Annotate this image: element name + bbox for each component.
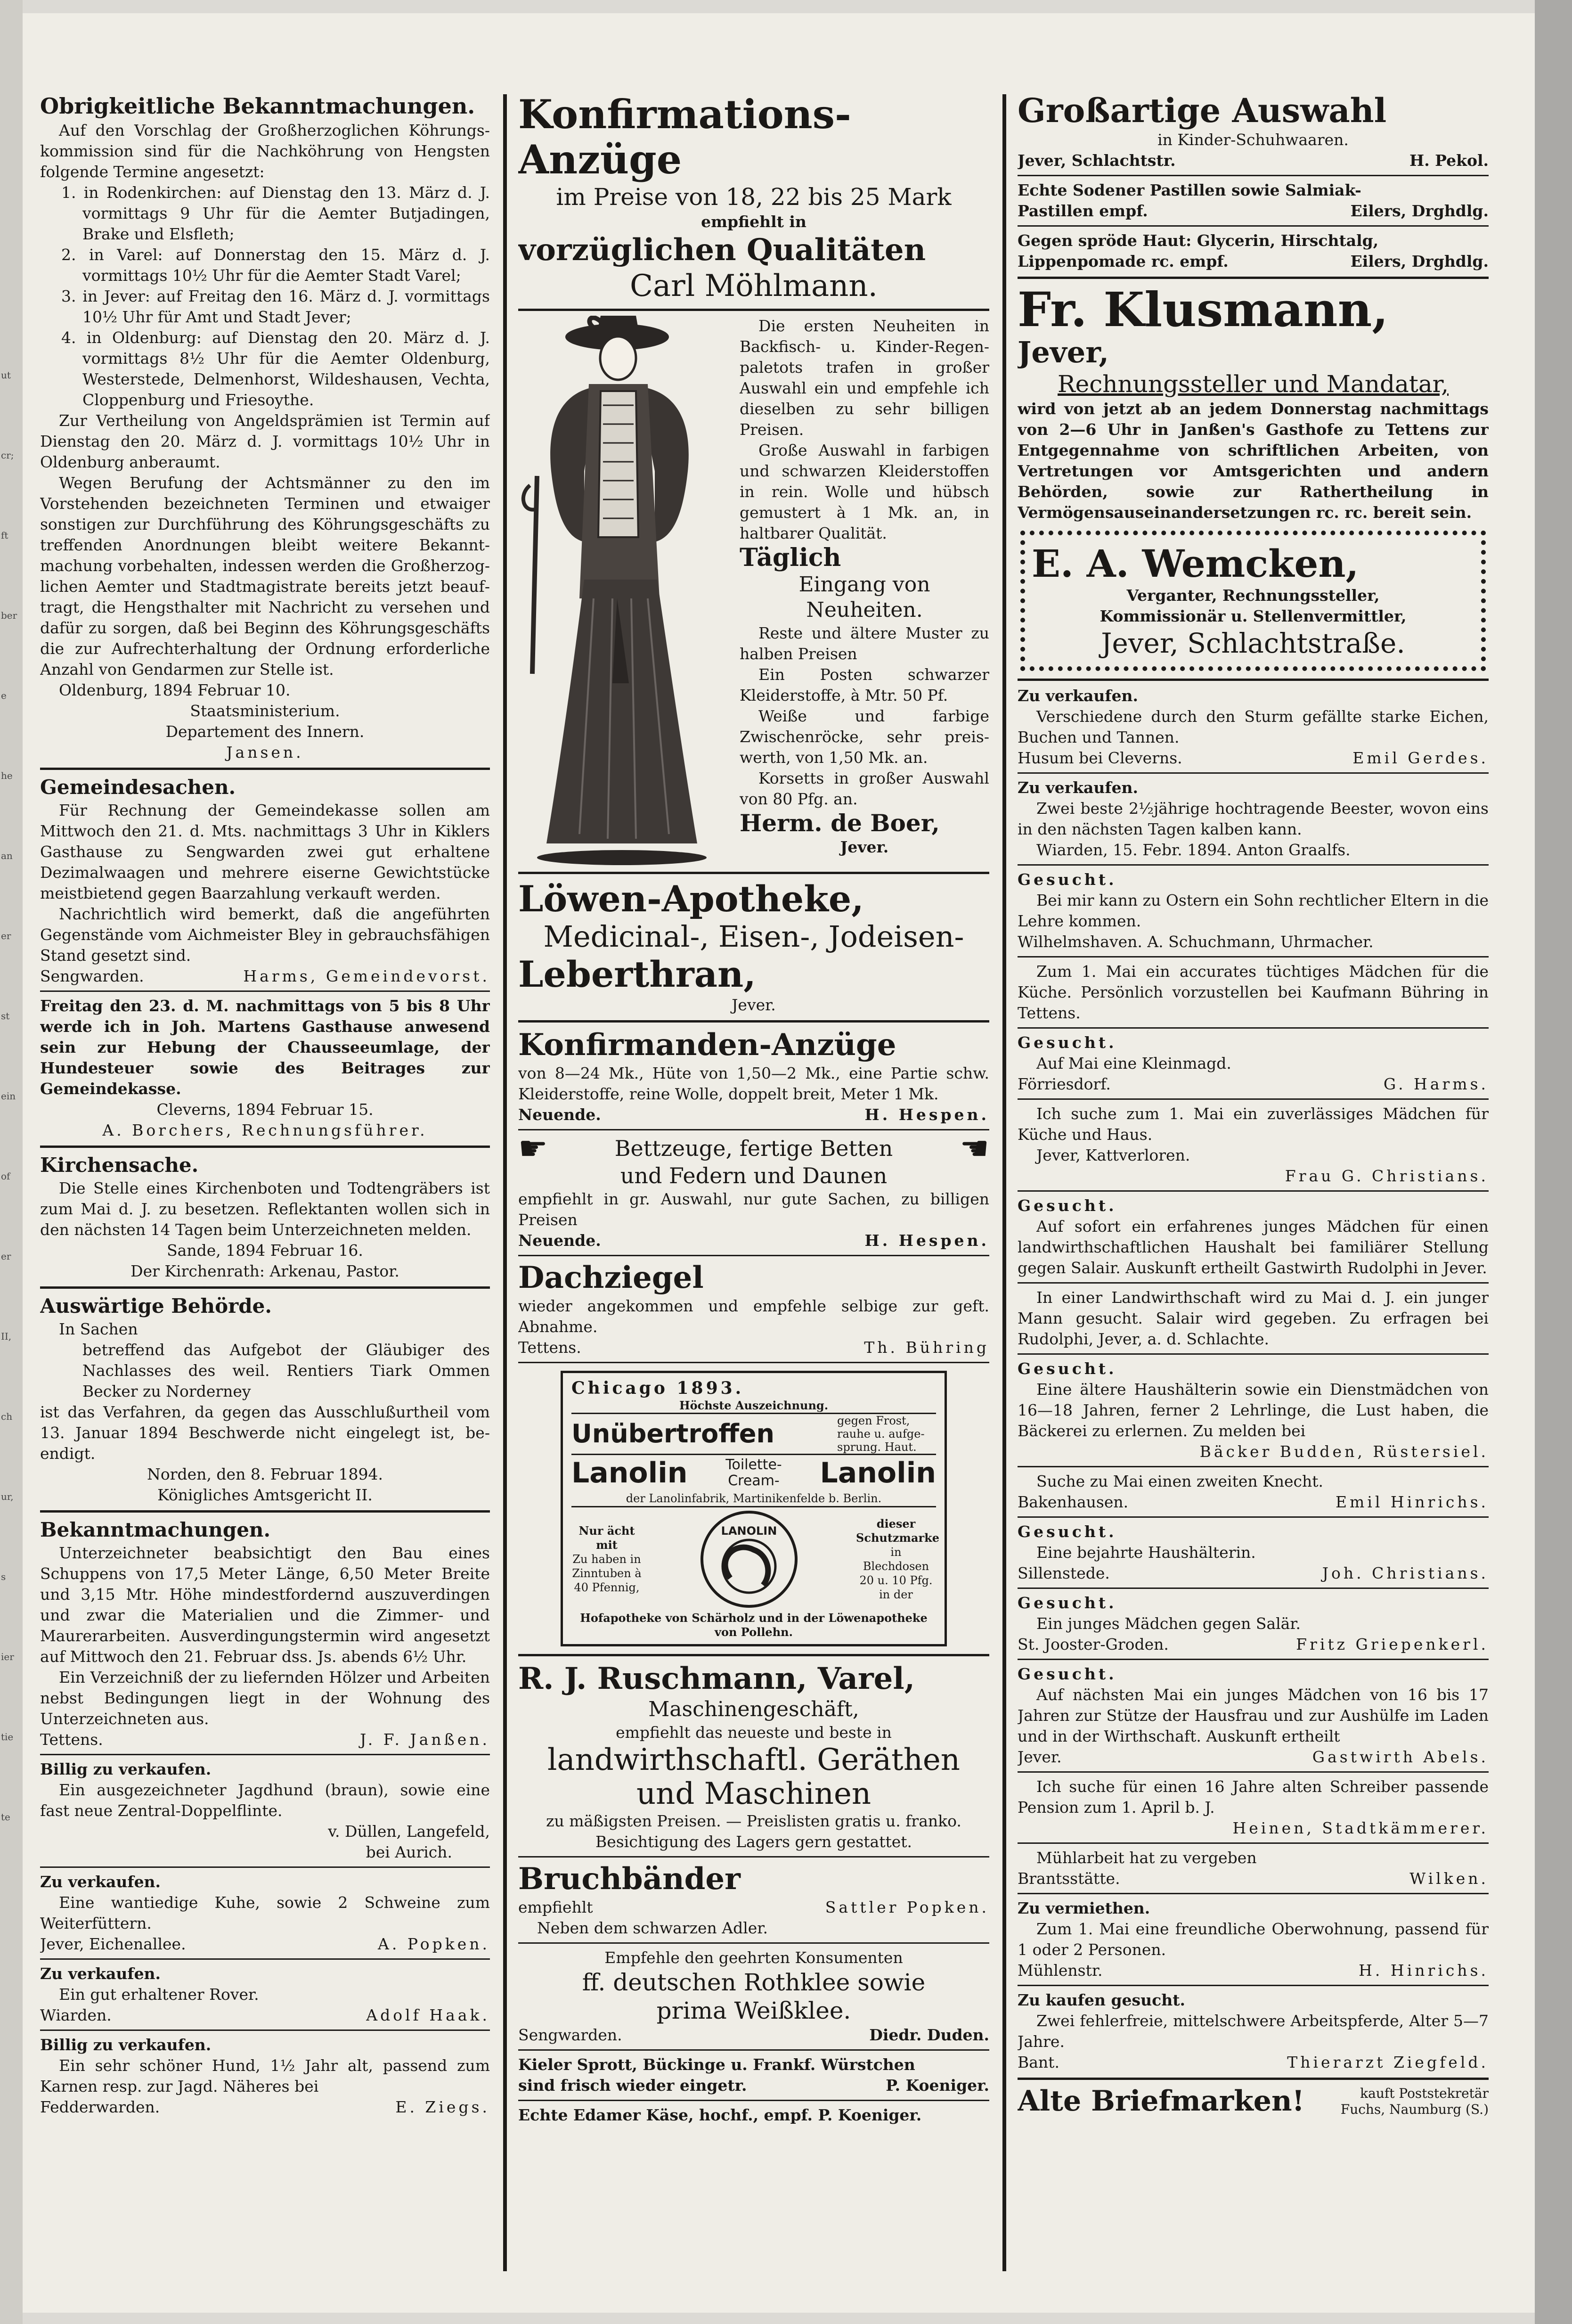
adjacent-page-fragment: he bbox=[1, 770, 13, 781]
ges4-place: Jever, Kattverloren. bbox=[1036, 1146, 1190, 1164]
bruch-title: Bruchbänder bbox=[518, 1861, 741, 1897]
lanolin-trademark-text: LANOLIN bbox=[721, 1524, 777, 1538]
signature-place: Husum bei Cleverns. bbox=[1018, 749, 1182, 767]
rusch-title: R. J. Ruschmann, Varel, bbox=[518, 1661, 915, 1696]
konf-offer: empfiehlt in bbox=[701, 213, 806, 231]
verk2-signature bbox=[40, 2005, 490, 2026]
signature-place: Mühlenstr. bbox=[1018, 1961, 1103, 1980]
boer-daily: Täglich bbox=[740, 543, 841, 572]
section-rule bbox=[40, 1286, 490, 1289]
signature-name: J. F. Janßen. bbox=[360, 1730, 490, 1749]
konfirm-title: Konfirmanden-Anzüge bbox=[518, 1027, 896, 1063]
auswaert-paragraph: In Sachen bbox=[59, 1320, 138, 1338]
ges9-signature bbox=[1018, 1563, 1489, 1584]
auswaert-date: Norden, den 8. Februar 1894. bbox=[147, 1465, 383, 1483]
lanolin-line: Lanolin bbox=[820, 1457, 936, 1489]
dach-signature bbox=[518, 1337, 989, 1358]
soden-signature bbox=[1018, 201, 1489, 221]
section-rule bbox=[1018, 1466, 1489, 1467]
adjacent-page-fragment: er bbox=[1, 930, 11, 941]
ges3-signature bbox=[1018, 1074, 1489, 1095]
ges4-paragraph: Ich suche zum 1. Mai ein zuverlässiges Mädchen für Küche und Haus. bbox=[1018, 1105, 1489, 1144]
klee-line: prima Weißklee. bbox=[656, 1997, 851, 2024]
ges12-signature: Heinen, Stadtkämmerer. bbox=[1232, 1819, 1489, 1837]
ges3-paragraph: Auf Mai eine Kleinmagd. bbox=[1036, 1054, 1231, 1072]
signature-place: Jever, Schlachtstr. bbox=[1018, 151, 1176, 170]
signature-name: Eilers, Drghdlg. bbox=[1350, 252, 1489, 270]
signature-name: H. Hespen. bbox=[864, 1231, 989, 1250]
signature-name: Th. Bühring bbox=[864, 1338, 989, 1357]
pointing-hand-left-icon: ☚ bbox=[960, 1129, 989, 1168]
wem-line: Kommissionär u. Stellenvermittler, bbox=[1100, 607, 1407, 625]
section-rule bbox=[1018, 1353, 1489, 1355]
column-2 bbox=[518, 92, 989, 2297]
section-rule bbox=[518, 1020, 989, 1023]
signature-name: A. Popken. bbox=[378, 1935, 490, 1953]
muehl-paragraph: Mühlarbeit hat zu vergeben bbox=[1036, 1849, 1257, 1867]
section-rule bbox=[40, 1958, 490, 1960]
signature-name: Fritz Griepenkerl. bbox=[1296, 1635, 1489, 1653]
lanolin-row bbox=[571, 1507, 940, 1611]
billig1-title: Billig zu verkaufen. bbox=[40, 1760, 212, 1778]
ges2-paragraph: Zum 1. Mai ein accurates tüchtiges Mädchen für die Küche. Persönlich vorzustellen bei Kaufmann Bühring in Tettens. bbox=[1018, 962, 1489, 1022]
brief-line: Fuchs, Naumburg (S.) bbox=[1340, 2102, 1489, 2117]
verk3-title: Zu verkaufen. bbox=[1018, 687, 1139, 705]
signature-name: H. Pekol. bbox=[1409, 151, 1489, 170]
obrig-paragraph: Zur Vertheilung von Angeldsprämien ist Termin auf Dienstag den 20. März d. J. vormittags 10½ Uhr in Oldenburg anberaumt. bbox=[40, 411, 490, 471]
signature-name: Emil Gerdes. bbox=[1352, 749, 1489, 767]
bekannt-signature bbox=[40, 1729, 490, 1750]
section-rule bbox=[1018, 1588, 1489, 1589]
signature-name: Thierarzt Ziegfeld. bbox=[1287, 2053, 1489, 2071]
obrig-item: 4. in Oldenburg: auf Dienstag den 20. März d. J. vormittags 8½ Uhr für die Aemter Oldenburg, Westerstede, Delmenhorst, Wildeshausen, Vechta, Cloppenburg und Friesoythe. bbox=[61, 328, 490, 409]
signature-place: Sengwarden. bbox=[40, 967, 144, 985]
glyc-line: Lippenpomade rc. empf. bbox=[1018, 252, 1229, 270]
ges8-signature bbox=[1018, 1492, 1489, 1513]
signature-name: Emil Hinrichs. bbox=[1335, 1493, 1489, 1511]
auswaert-paragraph: betreffend das Aufgebot der Gläubiger des Nachlasses des weil. Rentiers Tiark Ommen Becker zu Norderney bbox=[82, 1341, 490, 1400]
page-edge-shadow bbox=[1535, 0, 1572, 2324]
adjacent-page-fragment: ut bbox=[1, 369, 11, 381]
adjacent-page-fragment: s bbox=[1, 1571, 6, 1582]
gemeinde-date: Cleverns, 1894 Februar 15. bbox=[156, 1100, 374, 1119]
klus-title: Fr. Klusmann, bbox=[1018, 282, 1389, 337]
lanolin-line: Hofapotheke von Schärholz und in der Löwenapotheke von Pollehn. bbox=[580, 1611, 928, 1639]
adjacent-page-strip bbox=[0, 0, 23, 2324]
ges7-title: Gesucht. bbox=[1018, 1359, 1117, 1378]
kauf-paragraph: Zwei fehlerfreie, mittelschwere Arbeitspferde, Alter 5—7 Jahre. bbox=[1018, 2012, 1489, 2051]
wem-line: Verganter, Rechnungssteller, bbox=[1126, 586, 1380, 605]
signature-name: P. Koeniger. bbox=[886, 2076, 989, 2095]
verk3-signature bbox=[1018, 748, 1489, 769]
bett-paragraph: empfiehlt in gr. Auswahl, nur gute Sachen, zu billigen Preisen bbox=[518, 1190, 989, 1229]
ges8-paragraph: Suche zu Mai einen zweiten Knecht. bbox=[1036, 1472, 1324, 1490]
auswaert-signature: Königliches Amtsgericht II. bbox=[157, 1486, 373, 1504]
gross-title: Großartige Auswahl bbox=[1018, 92, 1387, 130]
wem-ad bbox=[1020, 531, 1486, 671]
lanolin-headline: Unübertroffen bbox=[571, 1419, 774, 1448]
verk1-paragraph: Eine wantiedige Kuhe, sowie 2 Schweine zum Weiterfüttern. bbox=[40, 1893, 490, 1932]
ges7-paragraph: Eine ältere Haushälterin sowie ein Dienstmädchen von 16—18 Jahren, ferner 2 Lehrlinge, die Lust haben, die Bäckerei zu erlernen. Zu melden bei bbox=[1018, 1380, 1489, 1440]
lanolin-line: Zu haben in Zinntuben à 40 Pfennig, bbox=[572, 1553, 642, 1594]
signature-name: Sattler Popken. bbox=[825, 1898, 989, 1916]
obrig-paragraph: Wegen Berufung der Achtsmänner zu den im Vorstehenden bezeichneten Terminen und etwaiger sonstigen zur Durchführung des Köhrungsgeschäfts zu treffenden Anordnungen bleibt weitere Bekanntmachung vorbehalten, indessen werden die Großherzoglichen Aemter und Stadtmagistrate bereits jetzt beauftragt, die Hengsthalter mit Nachricht zu versehen und dafür zu sorgen, daß bei Beginn des Köhrungsgeschäfts die zur Aufrechterhaltung der Ordnung erforderliche Anzahl von Gendarmen zur Stelle ist. bbox=[40, 474, 490, 679]
billig2-signature bbox=[40, 2097, 490, 2118]
gemeinde-signature bbox=[40, 966, 490, 987]
adjacent-page-fragment: II, bbox=[1, 1331, 12, 1342]
section-rule bbox=[518, 1129, 989, 1130]
verk1-signature bbox=[40, 1934, 490, 1955]
loewen-title: Löwen-Apotheke, bbox=[518, 878, 864, 920]
wem-line: Jever, Schlachtstraße. bbox=[1101, 627, 1405, 659]
loewen-line: Medicinal-, Eisen-, Jodeisen- bbox=[543, 919, 964, 954]
ges1-title: Gesucht. bbox=[1018, 870, 1117, 889]
ges11-signature bbox=[1018, 1747, 1489, 1768]
section-rule bbox=[1018, 956, 1489, 957]
signature-name: H. Hinrichs. bbox=[1359, 1961, 1489, 1980]
signature-name: Wilken. bbox=[1409, 1869, 1489, 1888]
obrig-signature: Jansen. bbox=[226, 743, 304, 761]
loewen-product: Leberthran, bbox=[518, 953, 756, 995]
koen-line: Echte Edamer Käse, hochf., empf. P. Koeniger. bbox=[518, 2106, 922, 2124]
obrig-list bbox=[40, 182, 490, 410]
signature-place: Jever, Eichenallee. bbox=[40, 1935, 186, 1953]
verk1-title: Zu verkaufen. bbox=[40, 1873, 161, 1891]
section-rule bbox=[40, 1510, 490, 1513]
lanolin-line: dieser Schutzmarke bbox=[856, 1517, 940, 1545]
billig2-title: Billig zu verkaufen. bbox=[40, 2036, 212, 2054]
section-rule bbox=[1018, 772, 1489, 774]
section-rule bbox=[518, 1255, 989, 1256]
pointing-hand-right-icon: ☛ bbox=[518, 1129, 548, 1168]
klee-signature bbox=[518, 2025, 989, 2046]
brief-ad bbox=[1018, 2085, 1489, 2118]
dach-paragraph: wieder angekommen und empfehle selbige zur geft. Abnahme. bbox=[518, 1297, 989, 1336]
section-rule bbox=[1018, 2078, 1489, 2080]
gemeinde-paragraph: Nachrichtlich wird bemerkt, daß die angeführten Gegenstände vom Aichmeister Bley in gebrauchsfähigen Stand gesetzt sind. bbox=[40, 905, 490, 965]
lanolin-line: gegen Frost, rauhe u. aufgesprung. Haut. bbox=[837, 1414, 925, 1454]
signature-place: Tettens. bbox=[518, 1338, 581, 1357]
boer-paragraph: Korsetts in großer Auswahl von 80 Pfg. an. bbox=[740, 769, 989, 808]
column-rule-1 bbox=[503, 94, 507, 2271]
kirchen-paragraph: Die Stelle eines Kirchenboten und Todtengräbers ist zum Mai d. J. zu besetzen. Reflektanten wollen sich in den nächsten 14 Tagen beim Unterzeichneten melden. bbox=[40, 1179, 490, 1239]
signature-place: Fedderwarden. bbox=[40, 2098, 160, 2116]
signature-place: Bant. bbox=[1018, 2053, 1059, 2071]
bekannt-title: Bekanntmachungen. bbox=[40, 1518, 271, 1541]
ges9-paragraph: Eine bejahrte Haushälterin. bbox=[1036, 1543, 1256, 1562]
section-rule bbox=[1018, 1985, 1489, 1986]
section-rule bbox=[518, 1856, 989, 1858]
rusch-line: Besichtigung des Lagers gern gestattet. bbox=[595, 1833, 912, 1851]
signature-place: Bakenhausen. bbox=[1018, 1493, 1129, 1511]
signature-name: Diedr. Duden. bbox=[869, 2026, 989, 2044]
billig2-paragraph: Ein sehr schöner Hund, 1½ Jahr alt, passend zum Karnen resp. zur Jagd. Näheres bei bbox=[40, 2056, 490, 2095]
billig1-signature: v. Düllen, Langefeld, bbox=[328, 1822, 490, 1841]
adjacent-page-fragment: er bbox=[1, 1251, 11, 1262]
adjacent-page-fragment: ft bbox=[1, 530, 8, 541]
konfirm-paragraph: von 8—24 Mk., Hüte von 1,50—2 Mk., eine Partie schw. Kleiderstoffe, reine Wolle, doppelt breit, Meter 1 Mk. bbox=[518, 1064, 989, 1103]
adjacent-page-fragment: st bbox=[1, 1010, 10, 1022]
auswaert-title: Auswärtige Behörde. bbox=[40, 1294, 272, 1317]
adjacent-page-fragment: tie bbox=[1, 1731, 14, 1743]
dach-title: Dachziegel bbox=[518, 1260, 704, 1295]
ges7-signature: Bäcker Budden, Rüstersiel. bbox=[1199, 1442, 1489, 1461]
obrig-item: 2. in Varel: auf Donnerstag den 15. März d. J. vormittags 10½ Uhr für die Aemter Stadt Varel; bbox=[61, 245, 490, 285]
lanolin-line: Chicago 1893. bbox=[571, 1378, 744, 1398]
soden-line: Pastillen empf. bbox=[1018, 202, 1148, 220]
column-3 bbox=[1018, 92, 1489, 2297]
signature-name: G. Harms. bbox=[1383, 1075, 1489, 1093]
ges10-signature bbox=[1018, 1634, 1489, 1655]
adjacent-page-fragment: e bbox=[1, 690, 7, 701]
adjacent-page-fragment: of bbox=[1, 1170, 10, 1182]
ges12-paragraph: Ich suche für einen 16 Jahre alten Schreiber passende Pension zum 1. April b. J. bbox=[1018, 1777, 1489, 1817]
column-1 bbox=[40, 92, 490, 2297]
lanolin-line: in Blechdosen 20 u. 10 Pfg. in der bbox=[859, 1546, 933, 1601]
section-rule bbox=[518, 2049, 989, 2051]
column-rule-2 bbox=[1002, 94, 1006, 2271]
lanolin-trademark-icon bbox=[697, 1507, 801, 1611]
konf-price: im Preise von 18, 22 bis 25 Mark bbox=[556, 183, 952, 211]
section-rule bbox=[40, 990, 490, 992]
kirchen-signature: Der Kirchenrath: Arkenau, Pastor. bbox=[130, 1262, 399, 1280]
ges4-signature: Frau G. Christians. bbox=[1285, 1167, 1489, 1185]
obrig-intro: Auf den Vorschlag der Großherzoglichen Köhrungskommission sind für die Nachköhrung von Hengsten folgende Termine angesetzt: bbox=[40, 121, 490, 181]
section-rule bbox=[40, 768, 490, 770]
section-rule bbox=[1018, 1282, 1489, 1284]
billig1-paragraph: Ein ausgezeichneter Jagdhund (braun), sowie eine fast neue Zentral-Doppelflinte. bbox=[40, 1781, 490, 1820]
lanolin-line: Toilette-Cream- bbox=[725, 1457, 782, 1489]
lanolin-line: der Lanolinfabrik, Martinikenfelde b. Berlin. bbox=[571, 1491, 936, 1507]
signature-place: Tettens. bbox=[40, 1730, 103, 1749]
koen-signature bbox=[518, 2075, 989, 2096]
klus-role: Rechnungssteller und Mandatar, bbox=[1058, 370, 1449, 398]
boer-ad bbox=[518, 316, 989, 867]
signature-place: Neuende. bbox=[518, 1105, 601, 1124]
gemeinde-title: Gemeindesachen. bbox=[40, 776, 236, 799]
verm-paragraph: Zum 1. Mai eine freundliche Oberwohnung, passend für 1 oder 2 Personen. bbox=[1018, 1920, 1489, 1959]
koen-line: sind frisch wieder eingetr. bbox=[518, 2076, 747, 2095]
kauf-title: Zu kaufen gesucht. bbox=[1018, 1991, 1185, 2009]
adjacent-page-fragment: ch bbox=[1, 1411, 13, 1422]
billig1-signature: bei Aurich. bbox=[366, 1843, 452, 1861]
klee-line: ff. deutschen Rothklee sowie bbox=[582, 1969, 926, 1996]
section-rule bbox=[1018, 679, 1489, 681]
signature-place: Neuende. bbox=[518, 1231, 601, 1250]
section-rule bbox=[518, 872, 989, 874]
ges6-paragraph: In einer Landwirthschaft wird zu Mai d. J. ein junger Mann gesucht. Salair wird gegeben. Zu erfragen bei Rudolphi, Jever, a. d. Schlachte. bbox=[1018, 1288, 1489, 1348]
loewen-place: Jever. bbox=[732, 996, 776, 1014]
section-rule bbox=[518, 309, 989, 311]
verk2-title: Zu verkaufen. bbox=[40, 1964, 161, 1983]
signature-name: H. Hespen. bbox=[864, 1105, 989, 1124]
auswaert-paragraph: ist das Verfahren, da gegen das Ausschlußurtheil vom 13. Januar 1894 Beschwerde nicht eingelegt ist, beendigt. bbox=[40, 1403, 490, 1463]
bett-signature bbox=[518, 1230, 989, 1251]
ges11-title: Gesucht. bbox=[1018, 1665, 1117, 1683]
klus-paragraph: wird von jetzt ab an jedem Donnerstag nachmittags von 2—6 Uhr in Janßen's Gasthofe zu Tettens zur Entgegennahme von schriftlichen Arbeiten, von Vertretungen vor Amtsgerichten und andern Behörden, sowie zur Rathertheilung in Vermögensauseinandersetzungen rc. rc. bereit sein. bbox=[1018, 400, 1489, 522]
rusch-line: und Maschinen bbox=[636, 1776, 872, 1811]
kauf-signature bbox=[1018, 2052, 1489, 2073]
brief-contact bbox=[1341, 2086, 1489, 2118]
section-rule bbox=[1018, 225, 1489, 227]
kirchen-date: Sande, 1894 Februar 16. bbox=[167, 1241, 363, 1260]
koen-line: Kieler Sprott, Bückinge u. Frankf. Würstchen bbox=[518, 2055, 915, 2074]
ges5-title: Gesucht. bbox=[1018, 1196, 1117, 1215]
signature-place: Jever. bbox=[1018, 1748, 1062, 1766]
section-rule bbox=[40, 1754, 490, 1755]
signature-place: Wiarden. bbox=[40, 2006, 112, 2024]
section-rule bbox=[40, 2029, 490, 2031]
signature-place: Sillenstede. bbox=[1018, 1564, 1110, 1582]
lanolin-block bbox=[856, 1517, 940, 1602]
section-rule bbox=[40, 1866, 490, 1868]
lanolin-line: Höchste Auszeichnung. bbox=[679, 1399, 829, 1412]
boer-paragraph: Reste und ältere Muster zu halben Preisen bbox=[740, 624, 989, 663]
section-rule bbox=[1018, 1027, 1489, 1029]
ges11-paragraph: Auf nächsten Mai ein junges Mädchen von 16 bis 17 Jahren zur Stütze der Hausfrau und zur Aushülfe im Laden und in der Wirthschaft. Auskunft ertheilt bbox=[1018, 1686, 1489, 1745]
boer-paragraph: Große Auswahl in farbigen und schwarzen Kleiderstoffen in rein. Wolle und hübsch gemustert à 1 Mk. an, in haltbarer Qualität. bbox=[740, 441, 989, 542]
signature-place: Sengwarden. bbox=[518, 2026, 622, 2044]
section-rule bbox=[1018, 1842, 1489, 1844]
boer-place: Jever. bbox=[840, 838, 889, 856]
boer-news: Eingang von Neuheiten. bbox=[798, 573, 930, 622]
ges5-paragraph: Auf sofort ein erfahrenes junges Mädchen für einen landwirthschaftlichen Haushalt bei familiärer Stellung gegen Salair. Auskunft ertheilt Gastwirth Rudolphi in Jever. bbox=[1018, 1217, 1489, 1277]
section-rule bbox=[1018, 1190, 1489, 1192]
ges1-signature: Wilhelmshaven. A. Schuchmann, Uhrmacher. bbox=[1018, 933, 1374, 951]
section-rule bbox=[1018, 175, 1489, 176]
ges9-title: Gesucht. bbox=[1018, 1522, 1117, 1541]
section-rule bbox=[1018, 1893, 1489, 1894]
signature-place: Brantsstätte. bbox=[1018, 1869, 1120, 1888]
lady-dress-illustration bbox=[518, 316, 725, 867]
obrig-item: 3. in Jever: auf Freitag den 16. März d. J. vormittags 10½ Uhr für Amt und Stadt Jever; bbox=[61, 287, 490, 326]
adjacent-page-fragment: te bbox=[1, 1811, 10, 1823]
obrig-signature: Staatsministerium. bbox=[190, 702, 340, 720]
adjacent-page-fragment: ber bbox=[1, 610, 17, 621]
glyc-line: Gegen spröde Haut: Glycerin, Hirschtalg, bbox=[1018, 231, 1379, 250]
konf-title: Konfirmations-Anzüge bbox=[518, 92, 851, 183]
lanolin-ad bbox=[561, 1371, 947, 1646]
rusch-line: empfiehlt das neueste und beste in bbox=[616, 1723, 892, 1742]
bruch-signature bbox=[518, 1897, 989, 1918]
ges3-title: Gesucht. bbox=[1018, 1033, 1117, 1052]
klee-line: Empfehle den geehrten Konsumenten bbox=[604, 1948, 903, 1967]
obrig-date: Oldenburg, 1894 Februar 10. bbox=[59, 681, 291, 699]
verk4-title: Zu verkaufen. bbox=[1018, 778, 1139, 797]
klus-place: Jever, bbox=[1018, 335, 1109, 369]
section-rule bbox=[1018, 1659, 1489, 1660]
ges1-paragraph: Bei mir kann zu Ostern ein Sohn rechtlicher Eltern in die Lehre kommen. bbox=[1018, 891, 1489, 930]
signature-place: Förriesdorf. bbox=[1018, 1075, 1111, 1093]
adjacent-page-fragment: ein bbox=[1, 1090, 16, 1102]
konf-quality: vorzüglichen Qualitäten bbox=[518, 232, 926, 268]
bekannt-paragraph: Ein Verzeichniß der zu liefernden Hölzer und Arbeiten nebst Bedingungen liegt in der Wohnung des Unterzeichneten aus. bbox=[40, 1668, 490, 1728]
ges10-title: Gesucht. bbox=[1018, 1594, 1117, 1612]
signature-name: E. Ziegs. bbox=[395, 2098, 490, 2116]
boer-paragraph: Die ersten Neuheiten in Backfisch- u. Kinder-Regenpaletots trafen in großer Auswahl ein und empfehle ich dieselben zu sehr billigen Preisen. bbox=[740, 317, 989, 439]
adjacent-page-fragment: ur, bbox=[1, 1491, 14, 1502]
kirchen-title: Kirchensache. bbox=[40, 1154, 199, 1177]
adjacent-page-fragment: an bbox=[1, 850, 13, 861]
soden-line: Echte Sodener Pastillen sowie Salmiak- bbox=[1018, 181, 1361, 199]
bruch-line: Neben dem schwarzen Adler. bbox=[537, 1919, 768, 1937]
verk4-signature: Wiarden, 15. Febr. 1894. Anton Graalfs. bbox=[1036, 841, 1351, 859]
signature-place: St. Jooster-Groden. bbox=[1018, 1635, 1169, 1653]
gemeinde-signature: A. Borchers, Rechnungsführer. bbox=[102, 1121, 428, 1139]
konfirm-signature bbox=[518, 1105, 989, 1125]
lanolin-line: Lanolin bbox=[571, 1457, 688, 1489]
boer-signature: Herm. de Boer, bbox=[740, 809, 940, 837]
obrig-title: Obrigkeitliche Bekanntmachungen. bbox=[40, 93, 475, 119]
section-rule bbox=[1018, 864, 1489, 866]
section-rule bbox=[40, 1146, 490, 1148]
boer-paragraph: Ein Posten schwarzer Kleiderstoffe, à Mtr. 50 Pf. bbox=[740, 665, 989, 704]
rusch-line: Maschinengeschäft, bbox=[648, 1697, 859, 1721]
lanolin-row bbox=[571, 1413, 936, 1455]
glyc-signature bbox=[1018, 251, 1489, 272]
signature-name: Gastwirth Abels. bbox=[1312, 1748, 1489, 1766]
section-rule bbox=[518, 1654, 989, 1656]
section-rule bbox=[518, 2100, 989, 2101]
rusch-line: zu mäßigsten Preisen. — Preislisten gratis u. franko. bbox=[546, 1812, 961, 1830]
bett-line: Bettzeuge, fertige Betten bbox=[614, 1136, 893, 1161]
verm-signature bbox=[1018, 1960, 1489, 1981]
wem-title: E. A. Wemcken, bbox=[1032, 541, 1359, 586]
verk3-paragraph: Verschiedene durch den Sturm gefällte starke Eichen, Buchen und Tannen. bbox=[1018, 707, 1489, 746]
bruch-line: empfiehlt bbox=[518, 1898, 593, 1916]
verk2-paragraph: Ein gut erhaltener Rover. bbox=[59, 1985, 259, 2004]
bekannt-paragraph: Unterzeichneter beabsichtigt den Bau eines Schuppens von 17,5 Meter Länge, 6,50 Meter Breite und 3,15 Mtr. Höhe mindestfordernd auszuverdingen und zwar die Materialien und die Zimmer- und Maurerarbeiten. Ausverdingungstermin wird angesetzt auf Mittwoch den 21. Februar dss. Js. abends 6½ Uhr. bbox=[40, 1544, 490, 1666]
obrig-signature: Departement des Innern. bbox=[165, 722, 365, 741]
gemeinde-paragraph: Für Rechnung der Gemeindekasse sollen am Mittwoch den 21. d. Mts. nachmittags 3 Uhr in Kiklers Gasthause zu Sengwarden zwei gut erhaltene Dezimalwaagen und mehrere eiserne Gewichtstücke meistbietend gegen Baarzahlung verkauft werden. bbox=[40, 801, 490, 902]
lanolin-block bbox=[571, 1524, 642, 1595]
brief-line: kauft Poststekretär bbox=[1360, 2086, 1489, 2101]
bett-heading bbox=[518, 1129, 989, 1168]
section-rule bbox=[1018, 1098, 1489, 1100]
signature-name: Eilers, Drghdlg. bbox=[1350, 202, 1489, 220]
obrig-item: 1. in Rodenkirchen: auf Dienstag den 13. März d. J. vormittags 9 Uhr für die Aemter Butjadingen, Brake und Elsfleth; bbox=[61, 183, 490, 243]
muehl-signature bbox=[1018, 1868, 1489, 1889]
section-rule bbox=[1018, 1771, 1489, 1773]
gross-signature bbox=[1018, 150, 1489, 171]
gross-line: in Kinder-Schuhwaaren. bbox=[1157, 131, 1349, 149]
boer-paragraph: Weiße und farbige Zwischenröcke, sehr preiswerth, von 1,50 Mk. an. bbox=[740, 707, 989, 767]
adjacent-page-fragment: ier bbox=[1, 1651, 14, 1662]
section-rule bbox=[518, 1942, 989, 1944]
lanolin-line: Nur ächt mit bbox=[578, 1524, 635, 1552]
section-rule bbox=[1018, 277, 1489, 279]
brief-title: Alte Briefmarken! bbox=[1018, 2085, 1304, 2118]
rusch-line: landwirthschaftl. Geräthen bbox=[547, 1743, 960, 1777]
signature-name: Adolf Haak. bbox=[366, 2006, 490, 2024]
bett-line: und Federn und Daunen bbox=[620, 1163, 888, 1188]
gemeinde-paragraph: Freitag den 23. d. M. nachmittags von 5 bis 8 Uhr werde ich in Joh. Martens Gasthause anwesend sein zur Hebung der Chausseeumlage, der Hundesteuer sowie des Beitrages zur Gemeindekasse. bbox=[40, 997, 490, 1098]
signature-name: Harms, Gemeindevorst. bbox=[243, 967, 490, 985]
adjacent-page-fragment: cr; bbox=[1, 450, 14, 461]
lanolin-row bbox=[571, 1455, 936, 1491]
verm-title: Zu vermiethen. bbox=[1018, 1899, 1150, 1917]
ges10-paragraph: Ein junges Mädchen gegen Salär. bbox=[1036, 1614, 1301, 1633]
verk4-paragraph: Zwei beste 2½jährige hochtragende Beester, wovon eins in den nächsten Tagen kalben kann. bbox=[1018, 799, 1489, 838]
konf-merchant: Carl Möhlmann. bbox=[630, 269, 878, 303]
signature-name: Joh. Christians. bbox=[1322, 1564, 1489, 1582]
section-rule bbox=[1018, 1516, 1489, 1518]
section-rule bbox=[518, 1362, 989, 1363]
